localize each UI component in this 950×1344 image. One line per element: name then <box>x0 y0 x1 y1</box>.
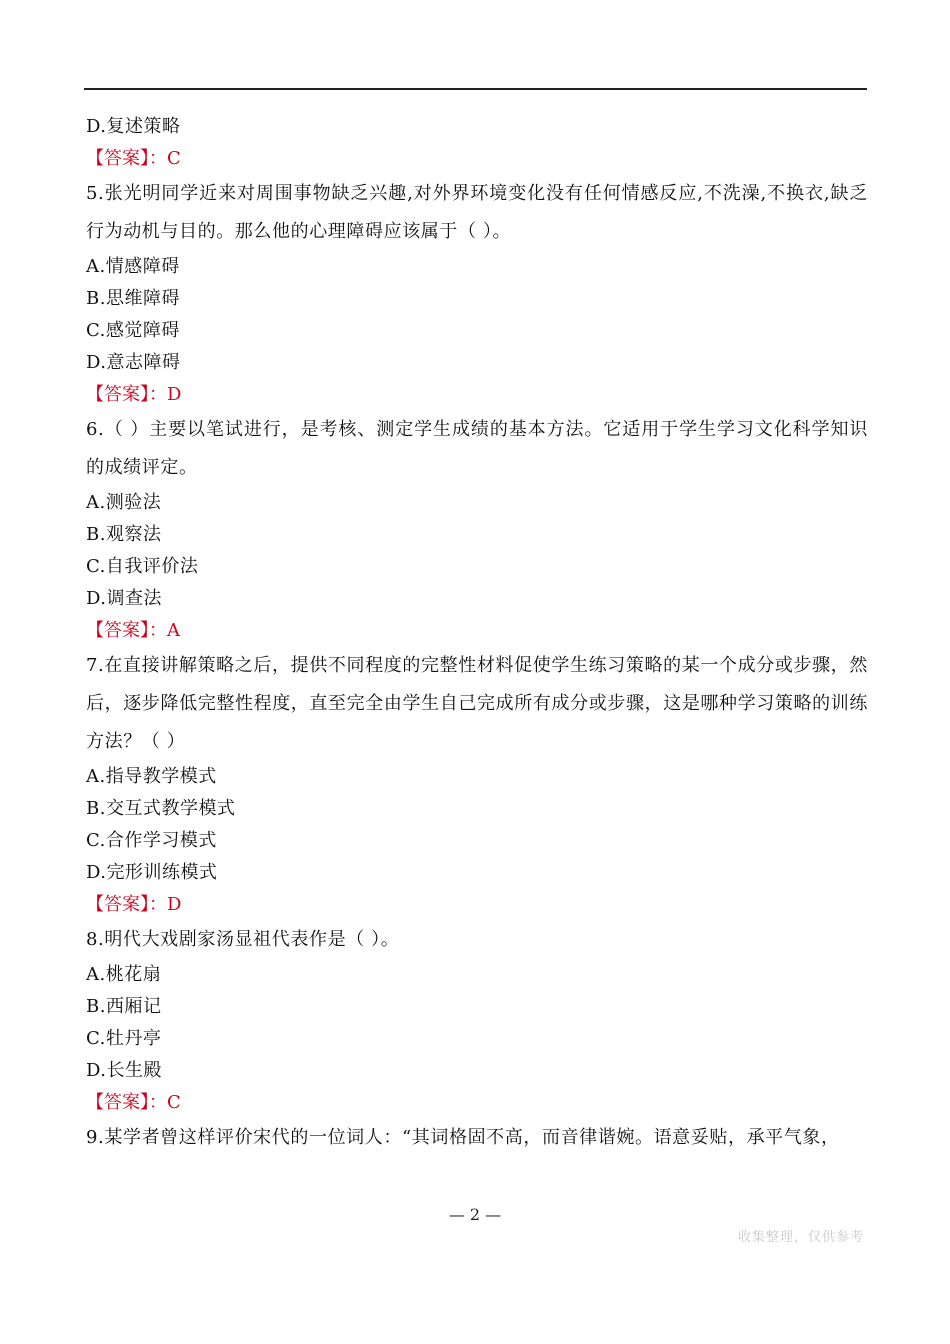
option-a: A.情感障碍 <box>86 256 180 277</box>
option-a: A.桃花扇 <box>86 964 162 985</box>
option-a: A.指导教学模式 <box>86 766 217 787</box>
option-c: C.自我评价法 <box>86 556 199 577</box>
answer-line: 【答案】：D <box>86 384 182 405</box>
option-d: D.长生殿 <box>86 1060 163 1081</box>
option-d: D.意志障碍 <box>86 352 181 373</box>
question-5 <box>86 175 868 411</box>
page-number: — 2 — <box>448 1205 502 1224</box>
option-d: D.完形训练模式 <box>86 862 218 883</box>
option-b: B.观察法 <box>86 524 162 545</box>
question-stem: 8.明代大戏剧家汤显祖代表作是（ ）。 <box>86 929 400 950</box>
option-d: D.调查法 <box>86 588 163 609</box>
option-c: C.牡丹亭 <box>86 1028 162 1049</box>
answer-line: 【答案】：C <box>86 148 181 169</box>
answer-line: 【答案】：C <box>86 1092 181 1113</box>
question-8 <box>86 921 868 1119</box>
option-d: D.复述策略 <box>86 116 181 137</box>
option-b: B.西厢记 <box>86 996 162 1017</box>
question-9-stem: 9.某学者曾这样评价宋代的一位词人：“其词格固不高，而音律谐婉。语意妥贴，承平气象， <box>86 1127 840 1148</box>
document-body <box>86 111 868 1157</box>
answer-line: 【答案】：D <box>86 894 182 915</box>
option-b: B.思维障碍 <box>86 288 180 309</box>
header-rule <box>84 88 867 90</box>
watermark: 收集整理，仅供参考 <box>737 1230 864 1245</box>
option-b: B.交互式教学模式 <box>86 798 236 819</box>
option-a: A.测验法 <box>86 492 162 513</box>
question-stem: 6.（ ）主要以笔试进行，是考核、测定学生成绩的基本方法。它适用于学生学习文化科学知识的成绩评定。 <box>86 419 868 478</box>
question-stem: 5.张光明同学近来对周围事物缺乏兴趣,对外界环境变化没有任何情感反应,不洗澡,不换衣,缺乏行为动机与目的。那么他的心理障碍应该属于（ ）。 <box>86 183 868 242</box>
option-c: C.合作学习模式 <box>86 830 217 851</box>
question-6 <box>86 411 868 647</box>
option-c: C.感觉障碍 <box>86 320 180 341</box>
question-7 <box>86 647 868 921</box>
answer-line: 【答案】：A <box>86 620 180 641</box>
question-stem: 7.在直接讲解策略之后，提供不同程度的完整性材料促使学生练习策略的某一个成分或步骤，然后，逐步降低完整性程度，直至完全由学生自己完成所有成分或步骤，这是哪种学习策略的训练方法？（ ） <box>86 655 868 752</box>
